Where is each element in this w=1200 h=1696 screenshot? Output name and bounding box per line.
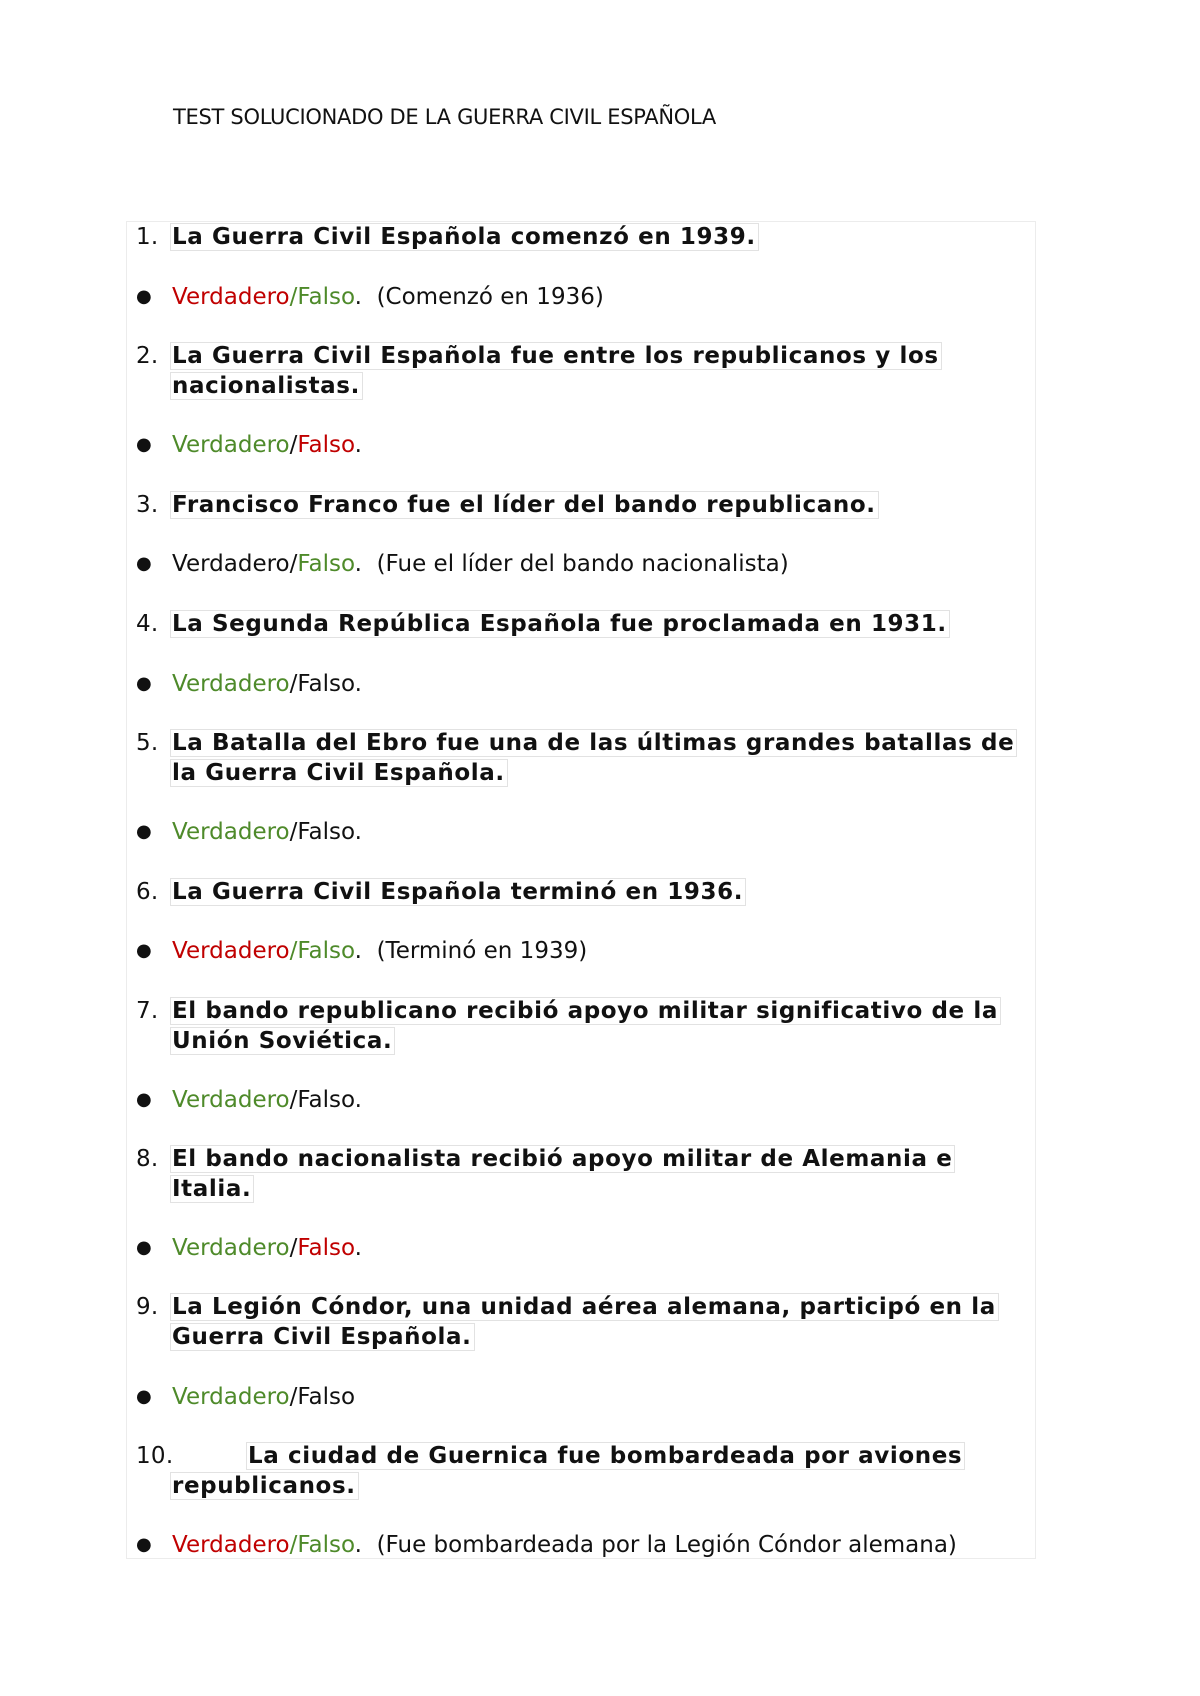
option-verdadero: Verdadero bbox=[172, 819, 290, 845]
answer-note: (Fue el líder del bando nacionalista) bbox=[361, 551, 789, 577]
page-title: TEST SOLUCIONADO DE LA GUERRA CIVIL ESPAÑOLA bbox=[173, 105, 716, 129]
answer-end: . bbox=[354, 551, 362, 577]
option-verdadero: Verdadero bbox=[172, 1532, 290, 1558]
question-text: La Batalla del Ebro fue una de las últimas grandes batallas de la Guerra Civil Española. bbox=[172, 728, 1032, 788]
option-falso: Falso bbox=[297, 1532, 355, 1558]
option-verdadero: Verdadero bbox=[172, 551, 290, 577]
bullet-icon: ● bbox=[136, 434, 152, 455]
answer-end: . bbox=[354, 671, 362, 697]
question-number: 2. bbox=[136, 343, 159, 369]
option-verdadero: Verdadero bbox=[172, 1384, 290, 1410]
question-number: 1. bbox=[136, 224, 159, 250]
option-falso: Falso bbox=[297, 671, 355, 697]
option-falso: Falso bbox=[297, 284, 355, 310]
answer-end: . bbox=[354, 1087, 362, 1113]
option-falso: Falso bbox=[297, 1235, 355, 1261]
question-number: 4. bbox=[136, 611, 159, 637]
question-number: 6. bbox=[136, 879, 159, 905]
option-separator: / bbox=[289, 819, 298, 845]
option-verdadero: Verdadero bbox=[172, 1087, 290, 1113]
answer-note: (Comenzó en 1936) bbox=[361, 284, 604, 310]
bullet-icon: ● bbox=[136, 1089, 152, 1110]
option-verdadero: Verdadero bbox=[172, 284, 290, 310]
bullet-icon: ● bbox=[136, 286, 152, 307]
answer-text bbox=[172, 817, 362, 847]
bullet-icon: ● bbox=[136, 1386, 152, 1407]
answer-end: . bbox=[354, 819, 362, 845]
question-text: La Guerra Civil Española terminó en 1936. bbox=[172, 877, 1032, 907]
question-text: Francisco Franco fue el líder del bando republicano. bbox=[172, 490, 1032, 520]
answer-text bbox=[172, 430, 362, 460]
question-text: La Guerra Civil Española comenzó en 1939. bbox=[172, 222, 1032, 252]
question-number: 5. bbox=[136, 730, 159, 756]
question-number: 7. bbox=[136, 998, 159, 1024]
answer-end: . bbox=[354, 1532, 362, 1558]
option-falso: Falso bbox=[297, 432, 355, 458]
answer-note: (Terminó en 1939) bbox=[361, 938, 588, 964]
option-separator: / bbox=[289, 1384, 298, 1410]
option-verdadero: Verdadero bbox=[172, 938, 290, 964]
question-number: 3. bbox=[136, 492, 159, 518]
question-text: La Segunda República Española fue proclamada en 1931. bbox=[172, 609, 1032, 639]
bullet-icon: ● bbox=[136, 673, 152, 694]
option-falso: Falso bbox=[297, 938, 355, 964]
answer-end: . bbox=[354, 284, 362, 310]
answer-end: . bbox=[354, 1235, 362, 1261]
bullet-icon: ● bbox=[136, 553, 152, 574]
option-verdadero: Verdadero bbox=[172, 671, 290, 697]
answer-text bbox=[172, 1382, 355, 1412]
option-separator: / bbox=[289, 1235, 298, 1261]
bullet-icon: ● bbox=[136, 1237, 152, 1258]
question-text: La Guerra Civil Española fue entre los republicanos y los nacionalistas. bbox=[172, 341, 1032, 401]
option-separator: / bbox=[289, 284, 298, 310]
option-verdadero: Verdadero bbox=[172, 432, 290, 458]
answer-note: (Fue bombardeada por la Legión Cóndor alemana) bbox=[361, 1532, 957, 1558]
answer-text bbox=[172, 282, 604, 312]
answer-text bbox=[172, 669, 362, 699]
question-number: 8. bbox=[136, 1146, 159, 1172]
option-falso: Falso bbox=[297, 819, 355, 845]
question-text: El bando nacionalista recibió apoyo militar de Alemania e Italia. bbox=[172, 1144, 1032, 1204]
answer-end: . bbox=[354, 432, 362, 458]
option-separator: / bbox=[289, 671, 298, 697]
option-separator: / bbox=[289, 1087, 298, 1113]
question-text: La Legión Cóndor, una unidad aérea alemana, participó en la Guerra Civil Española. bbox=[172, 1292, 1032, 1352]
question-number: 10. bbox=[136, 1443, 174, 1469]
answer-text bbox=[172, 936, 587, 966]
option-separator: / bbox=[289, 938, 298, 964]
option-falso: Falso bbox=[297, 551, 355, 577]
option-separator: / bbox=[289, 1532, 298, 1558]
bullet-icon: ● bbox=[136, 940, 152, 961]
question-text: La ciudad de Guernica fue bombardeada por aviones republicanos. bbox=[172, 1441, 1032, 1501]
answer-text bbox=[172, 1085, 362, 1115]
option-separator: / bbox=[289, 432, 298, 458]
option-falso: Falso bbox=[297, 1384, 356, 1410]
bullet-icon: ● bbox=[136, 1534, 152, 1555]
option-verdadero: Verdadero bbox=[172, 1235, 290, 1261]
question-text: El bando republicano recibió apoyo militar significativo de la Unión Soviética. bbox=[172, 996, 1032, 1056]
answer-text bbox=[172, 1530, 957, 1560]
question-number: 9. bbox=[136, 1294, 159, 1320]
answer-text bbox=[172, 1233, 362, 1263]
answer-text bbox=[172, 549, 789, 579]
answer-end: . bbox=[354, 938, 362, 964]
option-separator: / bbox=[289, 551, 298, 577]
option-falso: Falso bbox=[297, 1087, 355, 1113]
bullet-icon: ● bbox=[136, 821, 152, 842]
